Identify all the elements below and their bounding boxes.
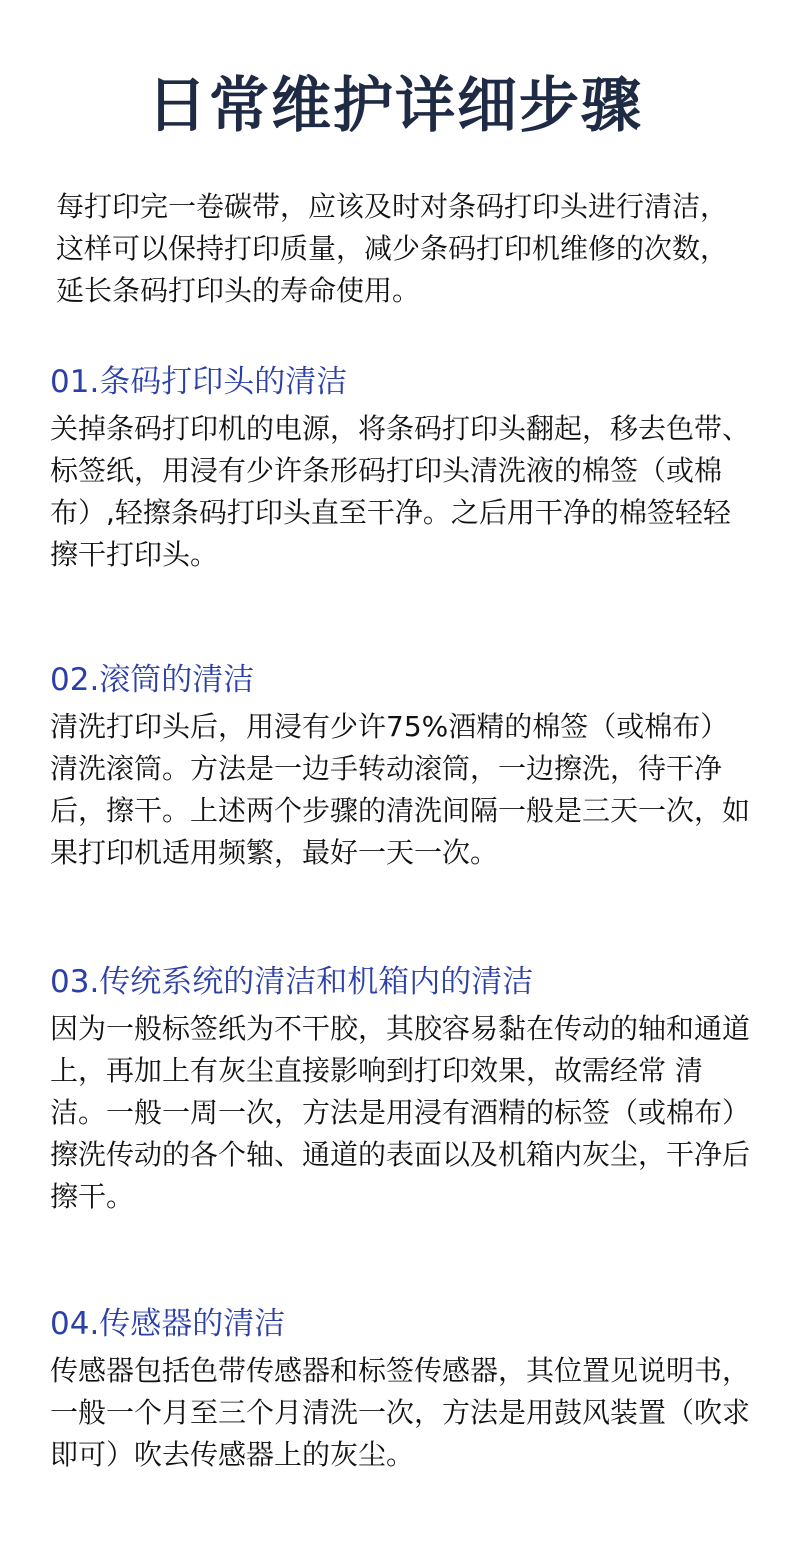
section-heading: 02.滚筒的清洁: [50, 662, 255, 698]
section-body: 清洗打印头后，用浸有少许75%酒精的棉签（或棉布）清洗滚筒。方法是一边手转动滚筒，一边擦洗，待干净后，擦干。上述两个步骤的清洗间隔一般是三天一次，如果打印机适用频繁，最好一天一次。: [50, 710, 751, 869]
section-heading: 01.条码打印头的清洁: [50, 364, 348, 400]
section-sensor-cleaning: [50, 1302, 755, 1476]
section-body: 因为一般标签纸为不干胶，其胶容易黏在传动的轴和通道上，再加上有灰尘直接影响到打印效果，故需经常 清洁。一般一周一次，方法是用浸有酒精的标签（或棉布）擦洗传动的各个轴、通道的表面以及机箱内灰尘，干净后擦干。: [50, 1012, 751, 1213]
section-printhead-cleaning: [50, 360, 755, 576]
section-heading: 03.传统系统的清洁和机箱内的清洁: [50, 964, 534, 1000]
intro-paragraph: 每打印完一卷碳带，应该及时对条码打印头进行清洁，这样可以保持打印质量，减少条码打印机维修的次数，延长条码打印头的寿命使用。: [56, 190, 729, 307]
section-transmission-cleaning: [50, 960, 755, 1218]
section-roller-cleaning: [50, 658, 755, 874]
section-body: 关掉条码打印机的电源，将条码打印头翻起，移去色带、标签纸，用浸有少许条形码打印头清洗液的棉签（或棉布）,轻擦条码打印头直至干净。之后用干净的棉签轻轻擦干打印头。: [50, 412, 751, 571]
section-body: 传感器包括色带传感器和标签传感器，其位置见说明书，一般一个月至三个月清洗一次，方法是用鼓风装置（吹求即可）吹去传感器上的灰尘。: [50, 1354, 751, 1471]
section-heading: 04.传感器的清洁: [50, 1306, 286, 1342]
page-title: 日常维护详细步骤: [147, 71, 643, 141]
